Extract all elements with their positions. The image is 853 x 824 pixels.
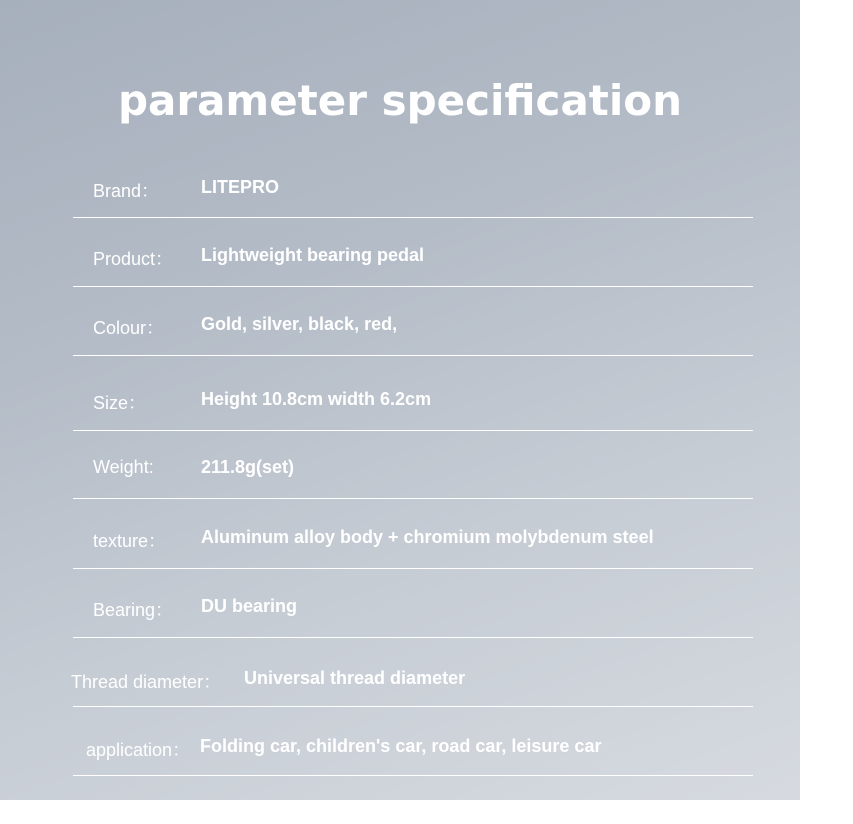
spec-value: LITEPRO: [201, 177, 280, 197]
spec-label: Weight:: [93, 457, 154, 477]
spec-label: Brand：: [93, 181, 160, 201]
spec-value: Lightweight bearing pedal: [201, 245, 425, 265]
spec-label: Bearing：: [93, 600, 174, 620]
spec-value: Folding car, children's car, road car, leisure car: [200, 736, 602, 756]
spec-label: Colour：: [93, 318, 165, 338]
spec-row-product: [73, 217, 753, 287]
spec-row-size: [73, 355, 753, 431]
spec-label: application：: [86, 740, 191, 760]
spec-label: Product：: [93, 249, 174, 269]
spec-value: Universal thread diameter: [244, 668, 466, 688]
spec-label: Thread diameter：: [71, 672, 222, 692]
spec-row-weight: [73, 430, 753, 499]
spec-value: Gold, silver, black, red,: [201, 314, 398, 334]
spec-row-texture: [73, 498, 753, 569]
spec-row-brand: [73, 160, 753, 218]
spec-row-bearing: [73, 568, 753, 638]
spec-value: DU bearing: [201, 596, 298, 616]
spec-row-colour: [73, 286, 753, 356]
spec-row-thread-diameter: [73, 637, 753, 707]
spec-value: Aluminum alloy body + chromium molybdenum steel: [201, 527, 654, 547]
spec-value: 211.8g(set): [201, 457, 295, 477]
spec-row-application: [73, 706, 753, 776]
spec-label: texture：: [93, 531, 167, 551]
spec-value: Height 10.8cm width 6.2cm: [201, 389, 432, 409]
spec-label: Size：: [93, 393, 147, 413]
page-title: parameter specification: [117, 76, 683, 125]
